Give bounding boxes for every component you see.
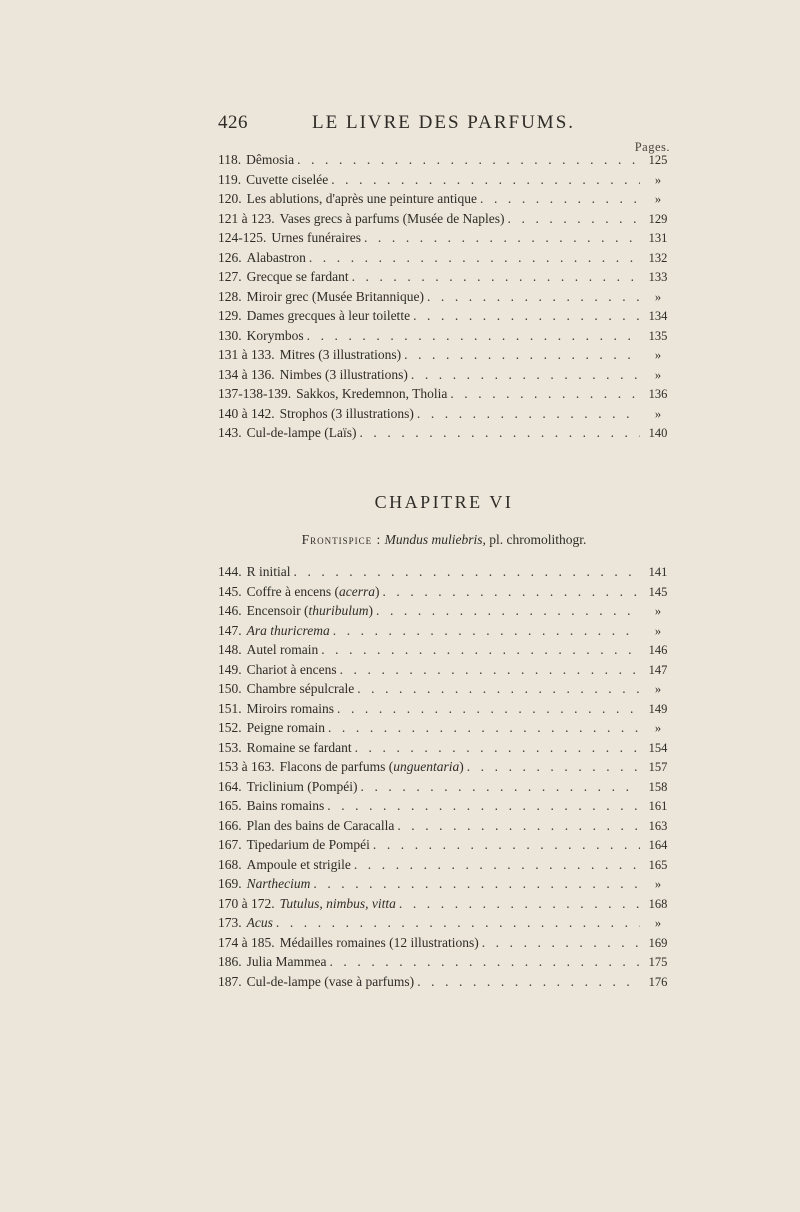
entry-label-text: Dames grecques à leur toilette: [246, 308, 411, 323]
entry-number: 170 à 172.: [218, 895, 275, 911]
entry-label-text: Korymbos: [246, 327, 304, 343]
dot-leader: [364, 228, 640, 248]
list-entry: [218, 933, 670, 953]
entry-label-text: Triclinium (Pompéi): [246, 778, 358, 794]
list-entry: [218, 972, 670, 992]
entry-label: [247, 796, 325, 816]
dot-leader: [399, 894, 640, 914]
dot-leader: [450, 384, 640, 404]
entry-label-text: Tipedarium de Pompéi: [246, 837, 370, 852]
entry-page: 147: [648, 662, 668, 677]
entry-label-text: Julia Mammea: [246, 954, 327, 969]
entry-page: 154: [648, 740, 668, 755]
entry-label: [247, 874, 311, 894]
entry-label-text: Bains romains: [246, 798, 325, 813]
dot-leader: [357, 679, 640, 699]
entry-label: [247, 660, 337, 680]
entry-number: 168.: [218, 856, 242, 872]
entry-number: 120.: [218, 191, 242, 206]
entry-page: »: [654, 604, 662, 618]
running-title: LE LIVRE DES PARFUMS.: [312, 112, 576, 133]
dot-leader: [307, 326, 640, 346]
chapter-heading: CHAPITRE VI: [374, 492, 514, 512]
entry-label-text: Grecque se fardant: [246, 269, 349, 284]
entry-label: [280, 209, 505, 229]
entry-label-italic: Acus: [246, 915, 273, 930]
entry-label: [247, 738, 352, 758]
entry-label-text: Alabastron: [246, 249, 306, 265]
entry-label-text: Cul-de-lampe (Laïs): [246, 425, 357, 440]
entry-label-text: Ampoule et strigile: [246, 856, 351, 872]
entry-label: [271, 228, 361, 248]
entry-page: 129: [648, 211, 668, 226]
dot-leader: [313, 874, 640, 894]
dot-leader: [417, 404, 640, 424]
dot-leader: [276, 913, 640, 933]
entry-label: [247, 601, 373, 621]
entry-page: 176: [648, 974, 668, 989]
dot-leader: [480, 189, 640, 209]
frontispiece-title: Mundus muliebris,: [384, 532, 486, 547]
entry-label-italic: Tutulus, nimbus, vitta: [279, 895, 396, 911]
entry-number: 173.: [218, 915, 242, 930]
entry-label: [280, 365, 408, 385]
dot-leader: [328, 718, 640, 738]
dot-leader: [333, 621, 640, 641]
list-entry: [218, 835, 670, 855]
illustration-list-top: [218, 150, 670, 443]
list-entry: [218, 365, 670, 385]
list-entry: [218, 679, 670, 699]
illustration-list-bottom: [218, 562, 670, 991]
list-entry: [218, 209, 670, 229]
entry-label: [280, 404, 414, 424]
entry-label-text: Les ablutions, d'après une peinture antique: [246, 191, 477, 206]
entry-page: »: [654, 172, 662, 187]
entry-page: »: [654, 367, 662, 382]
entry-number: 127.: [218, 269, 242, 284]
entry-label-text: Plan des bains de Caracalla: [246, 817, 395, 833]
entry-label-italic: thuribulum: [308, 603, 369, 618]
entry-label: [247, 718, 325, 738]
entry-label-text: Mitres (3 illustrations): [279, 347, 402, 362]
entry-label: [247, 640, 319, 660]
list-entry: [218, 894, 670, 914]
entry-label: [247, 621, 330, 641]
list-entry: [218, 228, 670, 248]
entry-number: 118.: [218, 152, 242, 167]
dot-leader: [482, 933, 640, 953]
entry-label-italic: Ara thuricrema: [246, 622, 330, 638]
frontispiece-prefix: Frontispice :: [301, 532, 382, 547]
dot-leader: [354, 855, 640, 875]
entry-label: [247, 423, 357, 443]
entry-label-text: Autel romain: [246, 642, 319, 657]
entry-page: 146: [648, 643, 668, 657]
entry-page: 131: [648, 231, 668, 245]
entry-page: 163: [648, 818, 668, 833]
entry-number: 124-125.: [218, 230, 267, 245]
entry-page: 136: [648, 387, 668, 401]
entry-number: 128.: [218, 288, 242, 304]
entry-page: 145: [648, 584, 668, 599]
dot-leader: [355, 738, 640, 758]
entry-label: [247, 855, 351, 875]
entry-number: 119.: [218, 171, 242, 187]
entry-label: [280, 345, 402, 365]
list-entry: [218, 796, 670, 816]
dot-leader: [373, 835, 640, 855]
dot-leader: [359, 423, 640, 443]
dot-leader: [327, 796, 640, 816]
dot-leader: [331, 170, 640, 190]
entry-label: [247, 699, 334, 719]
entry-number: 144.: [218, 564, 242, 579]
entry-label: [247, 835, 370, 855]
entry-label: [247, 562, 291, 582]
entry-number: 165.: [218, 798, 242, 813]
entry-label-suffix: ): [374, 583, 380, 599]
list-entry: [218, 287, 670, 307]
entry-label-italic: unguentaria: [393, 759, 460, 774]
entry-number: 147.: [218, 622, 242, 638]
entry-label-italic: acerra: [338, 583, 375, 599]
entry-page: »: [654, 348, 662, 362]
entry-number: 150.: [218, 681, 242, 696]
list-entry: [218, 306, 670, 326]
entry-number: 169.: [218, 876, 242, 891]
entry-page: »: [654, 877, 662, 891]
entry-number: 167.: [218, 837, 242, 852]
dot-leader: [376, 601, 640, 621]
entry-page: 158: [648, 779, 668, 794]
entry-page: 157: [648, 760, 668, 774]
entry-label: [247, 777, 358, 797]
list-entry: [218, 855, 670, 875]
entry-number: 137-138-139.: [218, 386, 292, 401]
dot-leader: [427, 287, 640, 307]
entry-label: [247, 248, 306, 268]
page-number: 426: [218, 112, 248, 133]
entry-number: 129.: [218, 308, 242, 323]
entry-label-italic: Narthecium: [246, 876, 311, 891]
entry-page: »: [654, 721, 662, 735]
entry-page: 169: [648, 935, 668, 950]
list-entry: [218, 423, 670, 443]
entry-label-text: Chariot à encens: [246, 661, 337, 677]
entry-number: 174 à 185.: [218, 934, 275, 950]
entry-label-text: Nimbes (3 illustrations): [279, 366, 408, 382]
pages-column-label: Pages.: [634, 140, 670, 154]
entry-label-text: Coffre à encens (: [246, 583, 339, 599]
entry-number: 126.: [218, 249, 242, 265]
entry-page: 175: [648, 955, 668, 969]
entry-label-text: Peigne romain: [246, 720, 325, 735]
entry-page: 135: [648, 328, 668, 343]
entry-label: [247, 972, 415, 992]
list-entry: [218, 345, 670, 365]
entry-page: 132: [648, 250, 668, 265]
entry-label-suffix: ): [459, 759, 464, 774]
dot-leader: [467, 757, 640, 777]
entry-number: 153 à 163.: [218, 759, 275, 774]
entry-number: 121 à 123.: [218, 210, 275, 226]
dot-leader: [309, 248, 640, 268]
list-entry: [218, 874, 670, 894]
list-entry: [218, 913, 670, 933]
entry-number: 148.: [218, 642, 242, 657]
entry-label-text: Miroirs romains: [246, 700, 334, 716]
entry-number: 166.: [218, 817, 242, 833]
list-entry: [218, 150, 670, 170]
entry-page: »: [654, 682, 662, 696]
entry-label-text: Sakkos, Kredemnon, Tholia: [296, 386, 448, 401]
entry-page: »: [654, 623, 662, 638]
entry-page: »: [654, 406, 662, 421]
dot-leader: [361, 777, 640, 797]
entry-number: 143.: [218, 425, 242, 440]
dot-leader: [397, 816, 640, 836]
dot-leader: [297, 150, 640, 170]
entry-label-text: Strophos (3 illustrations): [279, 405, 414, 421]
list-entry: [218, 326, 670, 346]
entry-label: [280, 757, 464, 777]
entry-label: [247, 913, 273, 933]
list-entry: [218, 952, 670, 972]
list-entry: [218, 816, 670, 836]
list-entry: [218, 640, 670, 660]
dot-leader: [382, 582, 640, 602]
list-entry: [218, 718, 670, 738]
entry-page: 165: [648, 857, 668, 872]
entry-number: 153.: [218, 739, 242, 755]
entry-label: [247, 816, 395, 836]
dot-leader: [352, 267, 640, 287]
entry-label-text: R initial: [246, 564, 291, 579]
entry-number: 152.: [218, 720, 242, 735]
list-entry: [218, 660, 670, 680]
list-entry: [218, 699, 670, 719]
entry-label: [247, 306, 410, 326]
entry-label-text: Cul-de-lampe (vase à parfums): [246, 973, 415, 989]
dot-leader: [508, 209, 640, 229]
entry-label-text: Chambre sépulcrale: [246, 681, 355, 696]
entry-label: [247, 952, 327, 972]
entry-label: [247, 189, 477, 209]
entry-number: 134 à 136.: [218, 366, 275, 382]
entry-page: 168: [648, 896, 668, 911]
list-entry: [218, 601, 670, 621]
list-entry: [218, 404, 670, 424]
entry-number: 146.: [218, 603, 242, 618]
entry-label-text: Flacons de parfums (: [279, 759, 394, 774]
entry-label: [246, 150, 294, 170]
entry-label: [247, 326, 304, 346]
entry-page: 149: [648, 701, 668, 716]
list-entry: [218, 267, 670, 287]
entry-label-text: Médailles romaines (12 illustrations): [279, 934, 479, 950]
entry-page: 141: [648, 565, 668, 579]
list-entry: [218, 777, 670, 797]
dot-leader: [413, 306, 640, 326]
dot-leader: [404, 345, 640, 365]
entry-label-text: Cuvette ciselée: [246, 171, 329, 187]
entry-page: »: [654, 916, 662, 930]
entry-label: [246, 170, 328, 190]
page-header: [218, 112, 670, 142]
entry-page: 161: [648, 799, 668, 813]
entry-label-text: Encensoir (: [246, 603, 309, 618]
list-entry: [218, 738, 670, 758]
entry-number: 130.: [218, 327, 242, 343]
list-entry: [218, 384, 670, 404]
dot-leader: [321, 640, 640, 660]
entry-number: 145.: [218, 583, 242, 599]
frontispiece-line: [218, 532, 670, 548]
entry-page: 164: [648, 838, 668, 852]
entry-number: 131 à 133.: [218, 347, 275, 362]
list-entry: [218, 170, 670, 190]
entry-number: 151.: [218, 700, 242, 716]
entry-label-suffix: ): [368, 603, 373, 618]
list-entry: [218, 189, 670, 209]
list-entry: [218, 248, 670, 268]
dot-leader: [329, 952, 640, 972]
entry-label: [247, 582, 380, 602]
dot-leader: [294, 562, 641, 582]
entry-number: 187.: [218, 973, 242, 989]
dot-leader: [337, 699, 640, 719]
list-entry: [218, 582, 670, 602]
entry-label-text: Vases grecs à parfums (Musée de Naples): [279, 210, 505, 226]
frontispiece-suffix: pl. chromolithogr.: [489, 532, 587, 547]
entry-number: 149.: [218, 661, 242, 677]
entry-label: [280, 933, 479, 953]
entry-page: »: [654, 289, 662, 304]
entry-page: 140: [648, 426, 668, 440]
entry-number: 164.: [218, 778, 242, 794]
entry-label-text: Dêmosia: [246, 152, 295, 167]
entry-label: [296, 384, 447, 404]
entry-label: [280, 894, 396, 914]
entry-number: 140 à 142.: [218, 405, 275, 421]
dot-leader: [411, 365, 640, 385]
entry-label-text: Urnes funéraires: [271, 230, 361, 245]
list-entry: [218, 621, 670, 641]
entry-label-text: Romaine se fardant: [246, 739, 352, 755]
list-entry: [218, 757, 670, 777]
entry-label: [247, 267, 349, 287]
entry-page: 125: [648, 153, 668, 167]
entry-label: [247, 679, 355, 699]
entry-page: 134: [648, 309, 668, 323]
entry-label: [247, 287, 424, 307]
entry-page: »: [654, 192, 662, 206]
dot-leader: [340, 660, 640, 680]
entry-page: 133: [648, 270, 668, 284]
dot-leader: [417, 972, 640, 992]
entry-label-text: Miroir grec (Musée Britannique): [246, 288, 424, 304]
list-entry: [218, 562, 670, 582]
entry-number: 186.: [218, 954, 242, 969]
